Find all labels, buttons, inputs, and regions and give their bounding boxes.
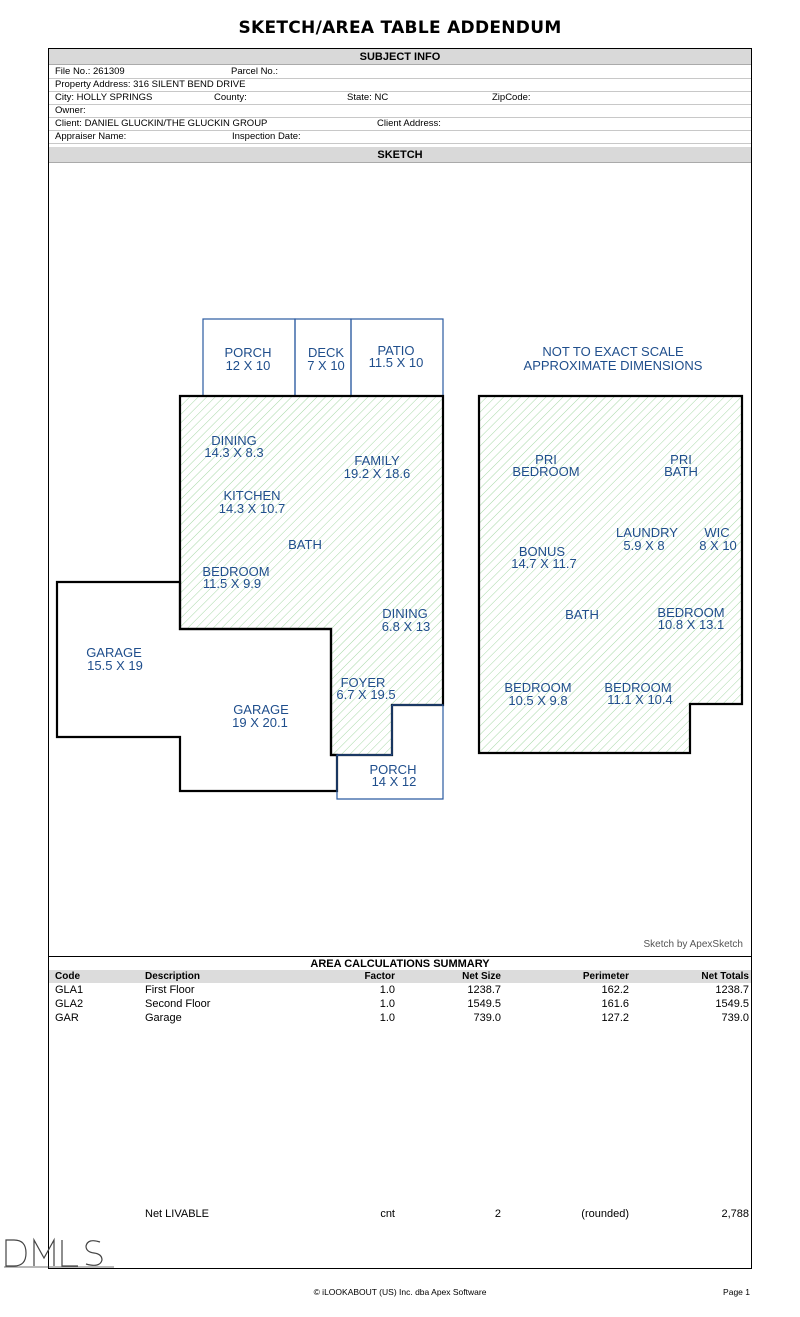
patio-label: PATIO xyxy=(377,343,415,358)
wic-dims: 8 X 10 xyxy=(699,538,737,553)
bath1-label: BATH xyxy=(288,537,322,552)
footer-copyright: © iLOOKABOUT (US) Inc. dba Apex Software xyxy=(313,1287,487,1297)
wic-label: WIC xyxy=(704,525,730,540)
inspection-date: Inspection Date: xyxy=(232,131,301,142)
bedroom-left-label: BEDROOM xyxy=(504,680,572,695)
dimensions-note: APPROXIMATE DIMENSIONS xyxy=(523,358,703,373)
pri-bedroom-line2: BEDROOM xyxy=(512,464,580,479)
bedroom-right-label: BEDROOM xyxy=(657,605,725,620)
kitchen-label: KITCHEN xyxy=(223,488,281,503)
owner: Owner: xyxy=(55,105,86,116)
row-perimeter: 161.6 xyxy=(601,998,629,1010)
area-table-header xyxy=(49,970,751,983)
county: County: xyxy=(214,92,247,103)
bedroom-right-dims: 10.8 X 13.1 xyxy=(657,617,725,632)
dining2-label: DINING xyxy=(382,606,428,621)
row-factor: 1.0 xyxy=(379,984,395,996)
deck-label: DECK xyxy=(307,345,345,360)
parcel-number: Parcel No.: xyxy=(231,66,278,77)
col-code: Code xyxy=(55,971,80,982)
zipcode: ZipCode: xyxy=(492,92,531,103)
city: City: HOLLY SPRINGS xyxy=(55,92,153,103)
dmls-logo-icon xyxy=(4,1236,114,1270)
laundry-label: LAUNDRY xyxy=(616,525,678,540)
family-dims: 19.2 X 18.6 xyxy=(343,466,411,481)
garage-main-label: GARAGE xyxy=(233,702,289,717)
page-number: Page 1 xyxy=(723,1287,750,1297)
row-net-size: 1238.7 xyxy=(467,984,501,996)
garage-left-label: GARAGE xyxy=(86,645,142,660)
col-net-size: Net Size xyxy=(462,971,501,982)
table-row xyxy=(49,983,751,997)
info-row-appraiser xyxy=(49,131,751,144)
bedroom-left-dims: 10.5 X 9.8 xyxy=(508,693,568,708)
col-factor: Factor xyxy=(364,971,395,982)
net-livable-count: 2 xyxy=(494,1208,501,1220)
row-description: Second Floor xyxy=(145,998,211,1010)
family-label: FAMILY xyxy=(354,453,400,468)
table-row xyxy=(49,997,751,1011)
porch-front-dims: 14 X 12 xyxy=(371,774,417,789)
sketch-header: SKETCH xyxy=(49,147,751,163)
bedroom1-dims: 11.5 X 9.9 xyxy=(202,576,262,591)
row-description: First Floor xyxy=(145,984,195,996)
col-description: Description xyxy=(145,971,201,982)
page-title: SKETCH/AREA TABLE ADDENDUM xyxy=(238,18,562,38)
porch-front-label: PORCH xyxy=(369,762,417,777)
col-net-totals: Net Totals xyxy=(701,971,749,982)
bedroom1-label: BEDROOM xyxy=(202,564,270,579)
floor-plan-svg xyxy=(49,164,751,956)
row-code: GLA1 xyxy=(55,984,84,996)
row-net-total: 739.0 xyxy=(721,1012,749,1024)
laundry-dims: 5.9 X 8 xyxy=(623,538,665,553)
garage-main-dims: 19 X 20.1 xyxy=(232,715,288,730)
client-address: Client Address: xyxy=(377,118,441,129)
bonus-dims: 14.7 X 11.7 xyxy=(511,556,577,571)
row-factor: 1.0 xyxy=(379,998,395,1010)
row-description: Garage xyxy=(145,1012,182,1024)
state: State: NC xyxy=(347,92,389,103)
deck-dims: 7 X 10 xyxy=(307,358,345,373)
kitchen-dims: 14.3 X 10.7 xyxy=(218,501,286,516)
sketch-credit: Sketch by ApexSketch xyxy=(643,939,743,950)
info-row-address xyxy=(49,79,751,92)
dining2-dims: 6.8 X 13 xyxy=(381,619,431,634)
patio-dims: 11.5 X 10 xyxy=(368,355,424,370)
pri-bath-line2: BATH xyxy=(664,464,698,479)
dmls-watermark-logo xyxy=(4,1236,114,1275)
row-net-size: 1549.5 xyxy=(467,998,501,1010)
row-net-total: 1238.7 xyxy=(715,984,749,996)
info-row-file xyxy=(49,66,751,79)
subject-info-header: SUBJECT INFO xyxy=(49,49,751,65)
file-number: File No.: 261309 xyxy=(55,66,125,77)
net-livable-row xyxy=(49,1207,751,1221)
pri-bath-line1: PRI xyxy=(670,452,692,467)
info-row-city xyxy=(49,92,751,105)
scale-note: NOT TO EXACT SCALE xyxy=(542,344,684,359)
area-summary-header: AREA CALCULATIONS SUMMARY xyxy=(49,956,751,970)
property-address: Property Address: 316 SILENT BEND DRIVE xyxy=(55,79,246,90)
row-factor: 1.0 xyxy=(379,1012,395,1024)
row-perimeter: 127.2 xyxy=(601,1012,629,1024)
row-net-total: 1549.5 xyxy=(715,998,749,1010)
garage-left-dims: 15.5 X 19 xyxy=(87,658,143,673)
row-perimeter: 162.2 xyxy=(601,984,629,996)
net-livable-total: 2,788 xyxy=(721,1208,749,1220)
bedroom-mid-dims: 11.1 X 10.4 xyxy=(607,692,673,707)
info-row-client xyxy=(49,118,751,131)
row-code: GAR xyxy=(55,1012,79,1024)
net-livable-rounded: (rounded) xyxy=(581,1208,629,1220)
table-row xyxy=(49,1011,751,1025)
client: Client: DANIEL GLUCKIN/THE GLUCKIN GROUP xyxy=(55,118,268,129)
pri-bedroom-line1: PRI xyxy=(535,452,557,467)
bath2-label: BATH xyxy=(565,607,599,622)
row-code: GLA2 xyxy=(55,998,84,1010)
net-livable-label: Net LIVABLE xyxy=(145,1208,209,1220)
col-perimeter: Perimeter xyxy=(582,971,629,982)
info-row-owner xyxy=(49,105,751,118)
row-net-size: 739.0 xyxy=(473,1012,501,1024)
appraiser-name: Appraiser Name: xyxy=(55,131,127,142)
foyer-label: FOYER xyxy=(340,675,386,690)
porch-back-dims: 12 X 10 xyxy=(225,358,271,373)
foyer-dims: 6.7 X 19.5 xyxy=(336,687,396,702)
bonus-label: BONUS xyxy=(518,544,566,559)
dining1-label: DINING xyxy=(211,433,257,448)
bedroom-mid-label: BEDROOM xyxy=(604,680,672,695)
addendum-frame xyxy=(48,48,752,1269)
floor-sketch xyxy=(49,164,751,956)
dining1-dims: 14.3 X 8.3 xyxy=(204,445,264,460)
porch-back-label: PORCH xyxy=(224,345,272,360)
net-livable-factor: cnt xyxy=(380,1208,395,1220)
